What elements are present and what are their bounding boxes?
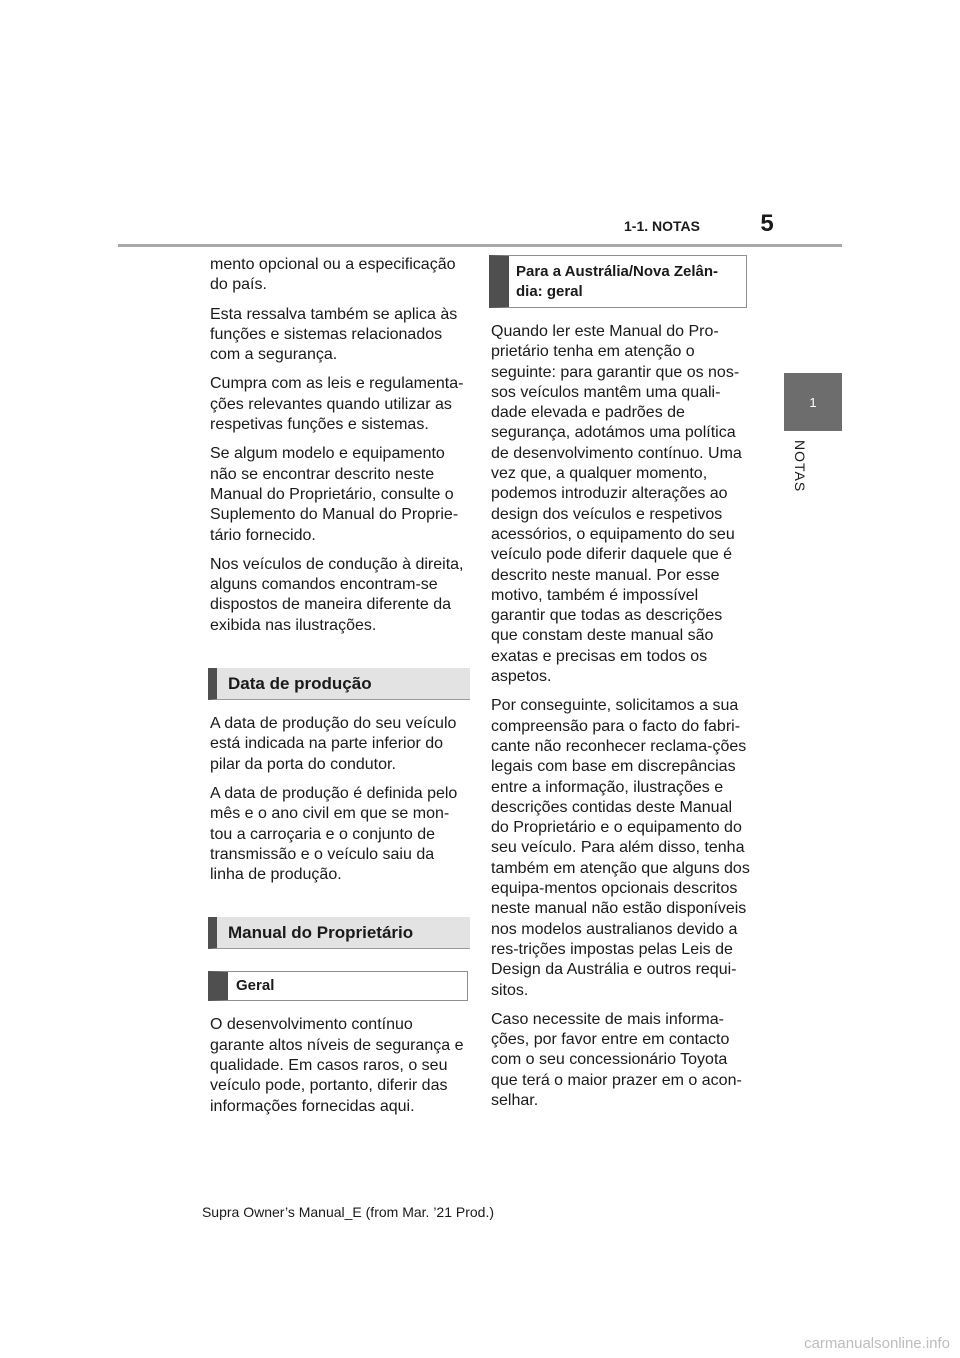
paragraph: Se algum modelo e equipamento não se encontrar descrito neste Manual do Proprietário, consulte o Suplemento do Manual do Proprie-tário fornecido. xyxy=(210,445,459,544)
footer-text: Supra Owner’s Manual_E (from Mar. ’21 Prod.) xyxy=(201,1204,495,1220)
section-label: 1-1. NOTAS xyxy=(624,218,700,234)
side-tab-number: 1 xyxy=(809,394,817,410)
paragraph: Caso necessite de mais informa-ções, por favor entre em contacto com o seu concessionário Toyota que terá o maior prazer em o acon-selhar. xyxy=(491,1010,742,1109)
left-column xyxy=(210,255,470,1126)
paragraph: A data de produção do seu veículo está indicada na parte inferior do pilar da porta do condutor. xyxy=(210,715,457,773)
paragraph: Por conseguinte, solicitamos a sua compreensão para o facto do fabri-cante não reconhecer reclama-ções legais com base em discrepâncias entre a informação, ilustrações e descrições contidas deste Manual do Proprietário e o equipamento do seu veículo. Para além disso, tenha também em atenção que alguns dos equipa-mentos opcionais descritos neste manual não estão disponíveis nos modelos australianos devido a res-trições impostas pelas Leis de Design da Austrália e outros requi-sitos. xyxy=(491,697,750,999)
right-column xyxy=(491,255,751,1120)
paragraph: A data de produção é definida pelo mês e o ano civil em que se mon-tou a carroçaria e o conjunto de transmissão e o veículo saiu da linha de produção. xyxy=(210,784,458,884)
heading-production-date: Data de produção xyxy=(208,668,470,700)
page-number: 5 xyxy=(760,210,774,237)
heading-owners-manual: Manual do Proprietário xyxy=(208,917,470,949)
paragraph: O desenvolvimento contínuo garante altos níveis de segurança e qualidade. Em casos raros, o seu veículo pode, portanto, diferir das informações fornecidas aqui. xyxy=(210,1016,464,1115)
paragraph: Quando ler este Manual do Pro-prietário tenha em atenção o seguinte: para garantir que os nos-sos veículos mantêm uma quali-dade elevada e padrões de segurança, adotámos uma política de desenvolvimento contínuo. Uma vez que, a qualquer momento, podemos introduzir alterações ao design dos veículos e respetivos acessórios, o equipamento do seu veículo pode diferir daquele que é descrito neste manual. Por esse motivo, também é impossível garantir que todas as descrições que constam deste manual são exatas e precisas em todos os aspetos. xyxy=(491,323,742,686)
side-tab[interactable] xyxy=(784,373,842,431)
paragraph: Nos veículos de condução à direita, alguns comandos encontram-se dispostos de maneira diferente da exibida nas ilustrações. xyxy=(210,555,464,634)
paragraph: Esta ressalva também se aplica às funções e sistemas relacionados com a segurança. xyxy=(210,305,458,364)
subheading-general: Geral xyxy=(208,971,468,1001)
header-divider xyxy=(118,244,842,247)
subheading-australia-nz: Para a Austrália/Nova Zelân-dia: geral xyxy=(489,255,747,308)
side-tab-label: NOTAS xyxy=(792,440,808,493)
paragraph: mento opcional ou a especificação do país. xyxy=(210,256,456,294)
watermark: carmanualsonline.info xyxy=(804,1335,950,1352)
paragraph: Cumpra com as leis e regulamenta-ções relevantes quando utilizar as respetivas funções e sistemas. xyxy=(210,375,464,434)
